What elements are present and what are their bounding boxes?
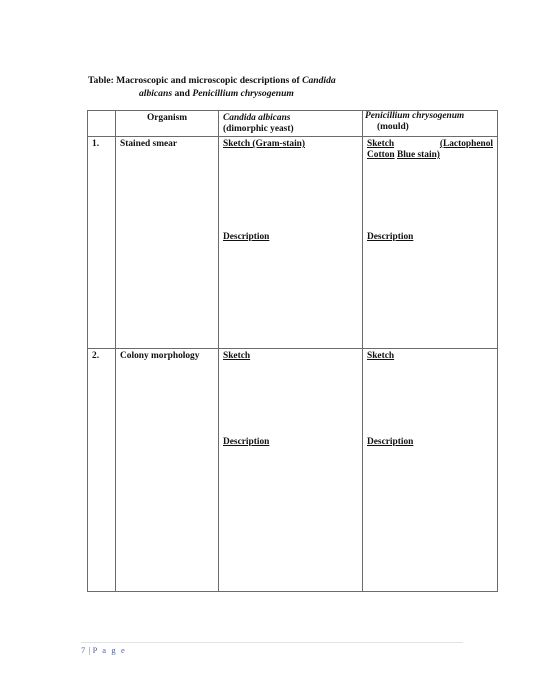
sketch-label: Sketch [367,351,395,361]
sketch-label: Sketch (Gram-stain) [223,139,306,149]
caption-genus: Candida [302,75,336,86]
page-footer [81,645,126,655]
sketch-stain-part: (Lactophenol [439,139,493,149]
footer-separator: | [88,645,91,655]
header-organism-text: Organism [146,113,188,123]
sketch-stain-part: Blue stain) [396,150,440,160]
candida-stain-cell [219,137,363,349]
caption-organism2: Penicillium chrysogenum [192,88,294,99]
caption-species: albicans [139,88,173,99]
page-word: P a g e [92,645,127,655]
description-label: Description [223,232,270,242]
caption-and: and [174,88,190,99]
candida-colony-cell [219,349,363,592]
sketch-stain-part: Cotton [367,150,395,160]
page-number: 7 [81,645,87,655]
description-table [87,110,498,592]
description-label: Description [223,437,270,447]
caption-prefix: Table: Macroscopic and microscopic descriptions of [88,75,300,86]
header-penicillium-note: (mould) [377,122,409,132]
row-label: Stained smear [116,137,219,349]
table-header-row [88,111,498,137]
sketch-label: Sketch [367,139,395,149]
table-row [88,137,498,349]
header-penicillium [363,111,498,137]
description-label: Description [367,437,414,447]
footer-divider [81,642,463,643]
header-candida [219,111,363,137]
penicillium-stain-cell [363,137,498,349]
table-caption [88,74,388,100]
table-row [88,349,498,592]
description-label: Description [367,232,414,242]
header-organism [116,111,219,137]
header-penicillium-name: Penicillium chrysogenum [365,111,465,121]
header-num-cell [88,111,116,137]
row-number: 2. [88,349,116,592]
sketch-label: Sketch [223,351,251,361]
penicillium-colony-cell [363,349,498,592]
row-number: 1. [88,137,116,349]
header-candida-note: (dimorphic yeast) [223,124,294,134]
header-candida-name: Candida albicans [223,113,291,123]
row-label: Colony morphology [116,349,219,592]
